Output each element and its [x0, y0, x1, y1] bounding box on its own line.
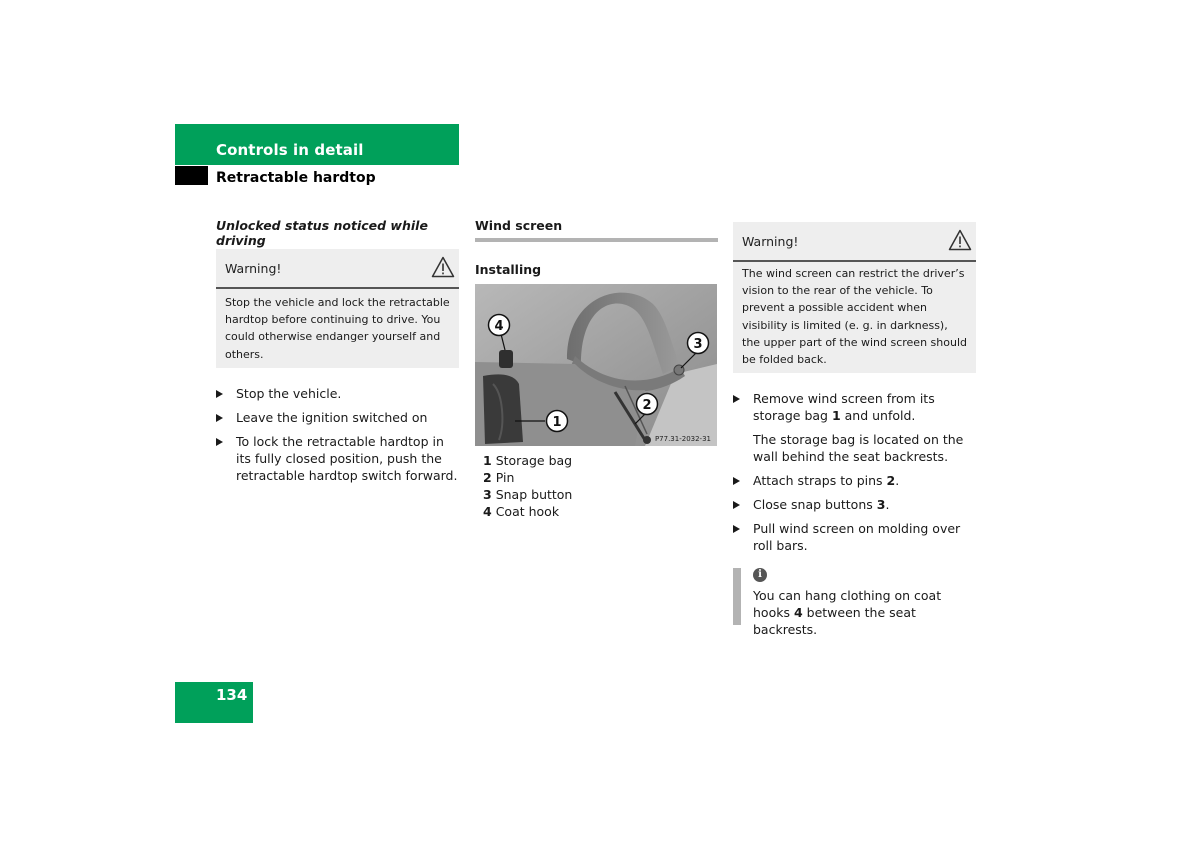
page-number: 134: [216, 686, 248, 704]
header-black-marker: [175, 166, 208, 185]
legend-item: 2 Pin: [483, 470, 515, 485]
instruction-step: Leave the ignition switched on: [216, 409, 459, 426]
warning-label: Warning!: [742, 233, 799, 249]
subsection-heading: Installing: [475, 262, 542, 277]
instruction-step: Remove wind screen from its storage bag 1 and unfold. The storage bag is located on the wall behind the seat backrests.: [733, 390, 976, 465]
warning-header: [216, 249, 459, 289]
warning-text: The wind screen can restrict the driver’s vision to the rear of the vehicle. To prevent a possible accident when visibility is limited (e. g. in darkness), the upper part of the wind screen should be folded back.: [742, 267, 967, 367]
figure-code: P77.31-2032-31: [654, 435, 711, 443]
column-middle: [475, 218, 718, 520]
warning-triangle-icon: [948, 229, 972, 254]
instruction-step: Stop the vehicle.: [216, 385, 459, 402]
warning-label: Warning!: [225, 260, 282, 276]
info-icon: i: [753, 568, 767, 582]
section-heading: Wind screen: [475, 218, 563, 233]
step-note: The storage bag is located on the wall behind the seat backrests.: [753, 432, 964, 465]
info-note: [733, 568, 976, 638]
bullet-arrow-icon: [216, 414, 223, 422]
warning-header: [733, 222, 976, 262]
warning-triangle-icon: [431, 256, 455, 281]
column-left: [216, 218, 459, 491]
legend-item: 3 Snap button: [483, 487, 573, 502]
svg-text:3: 3: [693, 337, 703, 352]
callout-2: [637, 394, 658, 415]
info-bar: [733, 568, 741, 625]
instruction-step: Close snap buttons 3.: [733, 496, 976, 513]
callout-4: [489, 315, 510, 336]
info-text: You can hang clothing on coat hooks 4 between the seat backrests.: [753, 588, 942, 638]
svg-text:4: 4: [494, 319, 504, 334]
wind-screen-photo: [475, 284, 717, 446]
legend-item: 1 Storage bag: [483, 453, 573, 468]
warning-box: [733, 222, 976, 373]
bullet-arrow-icon: [733, 395, 740, 403]
bullet-arrow-icon: [216, 390, 223, 398]
bullet-arrow-icon: [733, 501, 740, 509]
figure-legend: [475, 452, 718, 520]
wind-screen-illustration: [475, 284, 717, 446]
legend-item: 4 Coat hook: [483, 504, 560, 519]
warning-text: Stop the vehicle and lock the retractable hardtop before continuing to drive. You could otherwise endanger yourself and others.: [225, 296, 450, 361]
subsection-heading: Unlocked status noticed while driving: [216, 218, 428, 248]
bullet-arrow-icon: [733, 525, 740, 533]
instruction-list: [216, 385, 459, 484]
callout-3: [688, 333, 709, 354]
column-right: [733, 222, 976, 638]
heading-rule: [475, 238, 718, 242]
instruction-list: [733, 390, 976, 554]
section-title: Retractable hardtop: [216, 170, 376, 186]
chapter-title: Controls in detail: [216, 141, 364, 159]
bullet-arrow-icon: [216, 438, 223, 446]
bullet-arrow-icon: [733, 477, 740, 485]
instruction-step: Attach straps to pins 2.: [733, 472, 976, 489]
instruction-step: Pull wind screen on molding over roll bars.: [733, 520, 976, 554]
warning-box: [216, 249, 459, 368]
instruction-step: To lock the retractable hardtop in its fully closed position, push the retractable hardtop switch forward.: [216, 433, 459, 484]
callout-1: [547, 411, 568, 432]
svg-text:2: 2: [642, 398, 652, 413]
svg-text:1: 1: [552, 415, 562, 430]
